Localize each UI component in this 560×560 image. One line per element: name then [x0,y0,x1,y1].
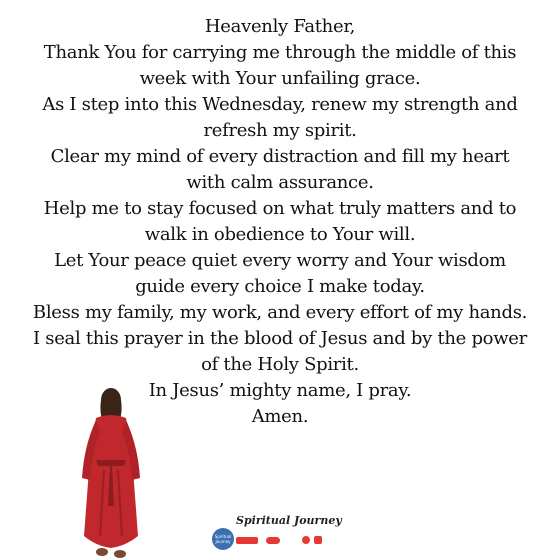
prayer-line: I seal this prayer in the blood of Jesus and by the power [33,328,527,349]
brand-footer [212,514,342,554]
brand-name: Spiritual Journey [236,514,342,527]
prayer-line: Heavenly Father, [204,16,356,37]
prayer-line: Thank You for carrying me through the middle of this [43,42,517,63]
youtube-icon[interactable] [236,537,258,544]
prayer-line: of the Holy Spirit. [201,354,359,375]
prayer-line: In Jesus’ mighty name, I pray. [148,380,412,401]
prayer-line: with calm assurance. [186,172,374,193]
tiktok-icon[interactable] [314,536,322,544]
facebook-icon[interactable] [302,536,310,544]
prayer-line: As I step into this Wednesday, renew my strength and [42,94,518,115]
prayer-line: guide every choice I make today. [135,276,425,297]
instagram-icon[interactable] [266,537,280,544]
prayer-line: Help me to stay focused on what truly matters and to [43,198,517,219]
robed-figure-illustration [66,386,156,560]
prayer-line: week with Your unfailing grace. [139,68,421,89]
prayer-line: Bless my family, my work, and every effort of my hands. [32,302,528,323]
prayer-line: Clear my mind of every distraction and fill my heart [50,146,510,167]
prayer-line: Amen. [251,406,309,427]
prayer-line: refresh my spirit. [203,120,357,141]
prayer-line: walk in obedience to Your will. [144,224,416,245]
brand-logo: Spiritual Journey [212,528,234,550]
prayer-text [0,14,560,430]
prayer-line: Let Your peace quiet every worry and Your wisdom [54,250,506,271]
